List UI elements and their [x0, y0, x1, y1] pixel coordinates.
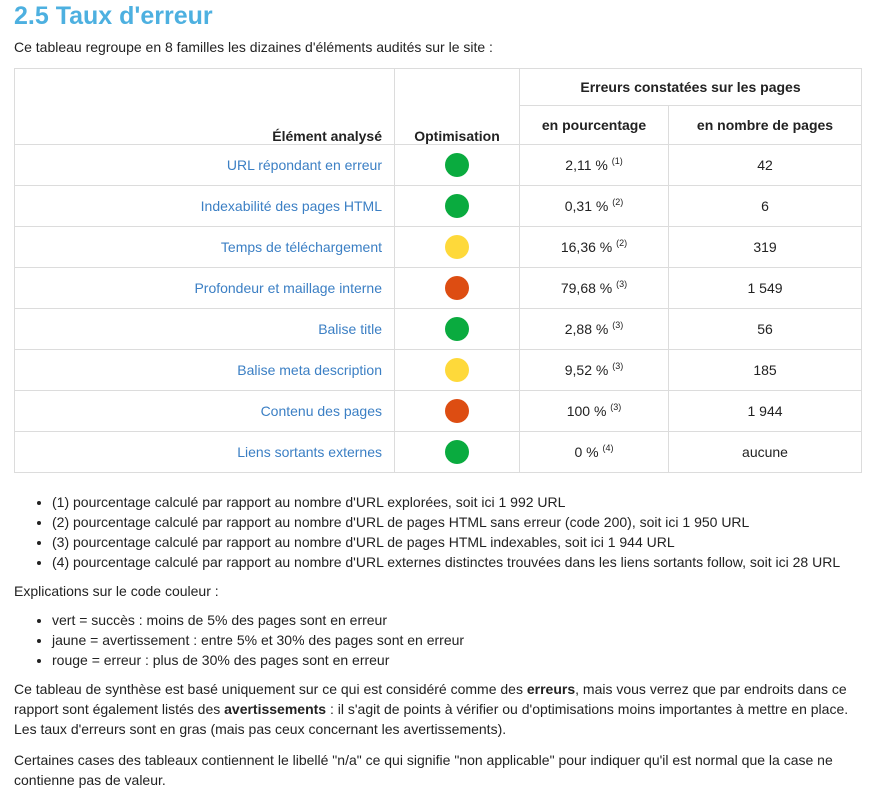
color-code-item: • vert = succès : moins de 5% des pages sont en erreur [52, 610, 864, 630]
table-row [15, 432, 862, 473]
percent-cell [520, 391, 669, 432]
pages-cell: 56 [669, 309, 862, 350]
footnote-ref: (3) [612, 320, 624, 330]
pages-cell: 6 [669, 186, 862, 227]
table-row [15, 268, 862, 309]
pages-cell: 1 944 [669, 391, 862, 432]
status-yellow-indicator [445, 235, 469, 259]
percent-value: 100 % [566, 403, 607, 419]
footnote-ref: (2) [612, 197, 624, 207]
percent-value: 2,88 % [564, 321, 609, 337]
element-link[interactable]: Balise meta description [237, 362, 382, 378]
footnote-item: • (1) pourcentage calculé par rapport au nombre d'URL explorées, soit ici 1 992 URL [52, 492, 864, 512]
footnote-ref: (3) [610, 402, 622, 412]
pages-cell: 42 [669, 145, 862, 186]
summary-paragraph [14, 679, 864, 739]
percent-cell [520, 227, 669, 268]
footnotes-list [14, 492, 864, 572]
header-optimisation: Optimisation [395, 69, 520, 145]
table-row [15, 186, 862, 227]
color-code-item: • rouge = erreur : plus de 30% des pages sont en erreur [52, 650, 864, 670]
element-link[interactable]: URL répondant en erreur [226, 157, 382, 173]
header-percent: en pourcentage [520, 106, 669, 145]
percent-cell [520, 309, 669, 350]
intro-text: Ce tableau regroupe en 8 familles les dizaines d'éléments audités sur le site : [14, 39, 493, 55]
percent-cell [520, 186, 669, 227]
table-row [15, 227, 862, 268]
status-green-indicator [445, 194, 469, 218]
table-row [15, 391, 862, 432]
footnote-item: • (2) pourcentage calculé par rapport au nombre d'URL de pages HTML sans erreur (code 200), soit ici 1 950 URL [52, 512, 864, 532]
status-green-indicator [445, 153, 469, 177]
pages-cell: 185 [669, 350, 862, 391]
color-code-title: Explications sur le code couleur : [14, 583, 219, 599]
pages-cell: 319 [669, 227, 862, 268]
summary-bold-errors: erreurs [526, 681, 576, 697]
percent-cell [520, 268, 669, 309]
element-link[interactable]: Profondeur et maillage interne [194, 280, 382, 296]
table-row [15, 350, 862, 391]
pages-cell: 1 549 [669, 268, 862, 309]
footnote-item: • (3) pourcentage calculé par rapport au nombre d'URL de pages HTML indexables, soit ici 1 944 URL [52, 532, 864, 552]
header-errors-group: Erreurs constatées sur les pages [520, 69, 862, 106]
na-note: Certaines cases des tableaux contiennent le libellé "n/a" ce qui signifie "non applicable" pour indiquer qu'il est normal que la case ne contienne pas de valeur. [14, 752, 833, 788]
footnote-ref: (4) [602, 443, 614, 453]
summary-text-1: Ce tableau de synthèse est basé uniquement sur ce qui est considéré comme des [14, 681, 527, 697]
summary-bold-warnings: avertissements [224, 701, 327, 717]
percent-value: 16,36 % [560, 239, 613, 255]
status-green-indicator [445, 317, 469, 341]
header-pages: en nombre de pages [669, 106, 862, 145]
footnote-ref: (3) [616, 279, 628, 289]
table-row [15, 145, 862, 186]
element-link[interactable]: Temps de téléchargement [220, 239, 382, 255]
percent-cell [520, 145, 669, 186]
percent-value: 79,68 % [560, 280, 613, 296]
color-code-item: • jaune = avertissement : entre 5% et 30% des pages sont en erreur [52, 630, 864, 650]
pages-cell: aucune [669, 432, 862, 473]
footnote-ref: (3) [612, 361, 624, 371]
element-link[interactable]: Liens sortants externes [237, 444, 382, 460]
element-link[interactable]: Balise title [318, 321, 382, 337]
percent-value: 0 % [574, 444, 599, 460]
percent-cell [520, 350, 669, 391]
percent-value: 0,31 % [564, 198, 609, 214]
status-red-indicator [445, 399, 469, 423]
status-green-indicator [445, 440, 469, 464]
color-code-list [14, 610, 864, 670]
percent-cell [520, 432, 669, 473]
table-row [15, 309, 862, 350]
header-element: Élément analysé [15, 69, 395, 145]
status-yellow-indicator [445, 358, 469, 382]
status-red-indicator [445, 276, 469, 300]
footnote-ref: (2) [616, 238, 628, 248]
percent-value: 9,52 % [564, 362, 609, 378]
element-link[interactable]: Indexabilité des pages HTML [200, 198, 382, 214]
footnote-item: • (4) pourcentage calculé par rapport au nombre d'URL externes distinctes trouvées dans les liens sortants follow, soit ici 28 URL [52, 552, 864, 572]
summary-text-2: , mais vous verrez que par endroits dans ce rapport sont également listés des [14, 681, 847, 717]
footnote-ref: (1) [611, 156, 623, 166]
summary-text-3: : il s'agit de points à vérifier ou d'optimisations moins importantes à mettre en place. Les taux d'erreurs sont en gras (mais pas ceux concernant les avertissements). [14, 701, 849, 737]
element-link[interactable]: Contenu des pages [260, 403, 382, 419]
error-rate-table [14, 68, 862, 473]
section-title: 2.5 Taux d'erreur [14, 2, 213, 30]
percent-value: 2,11 % [565, 157, 608, 173]
